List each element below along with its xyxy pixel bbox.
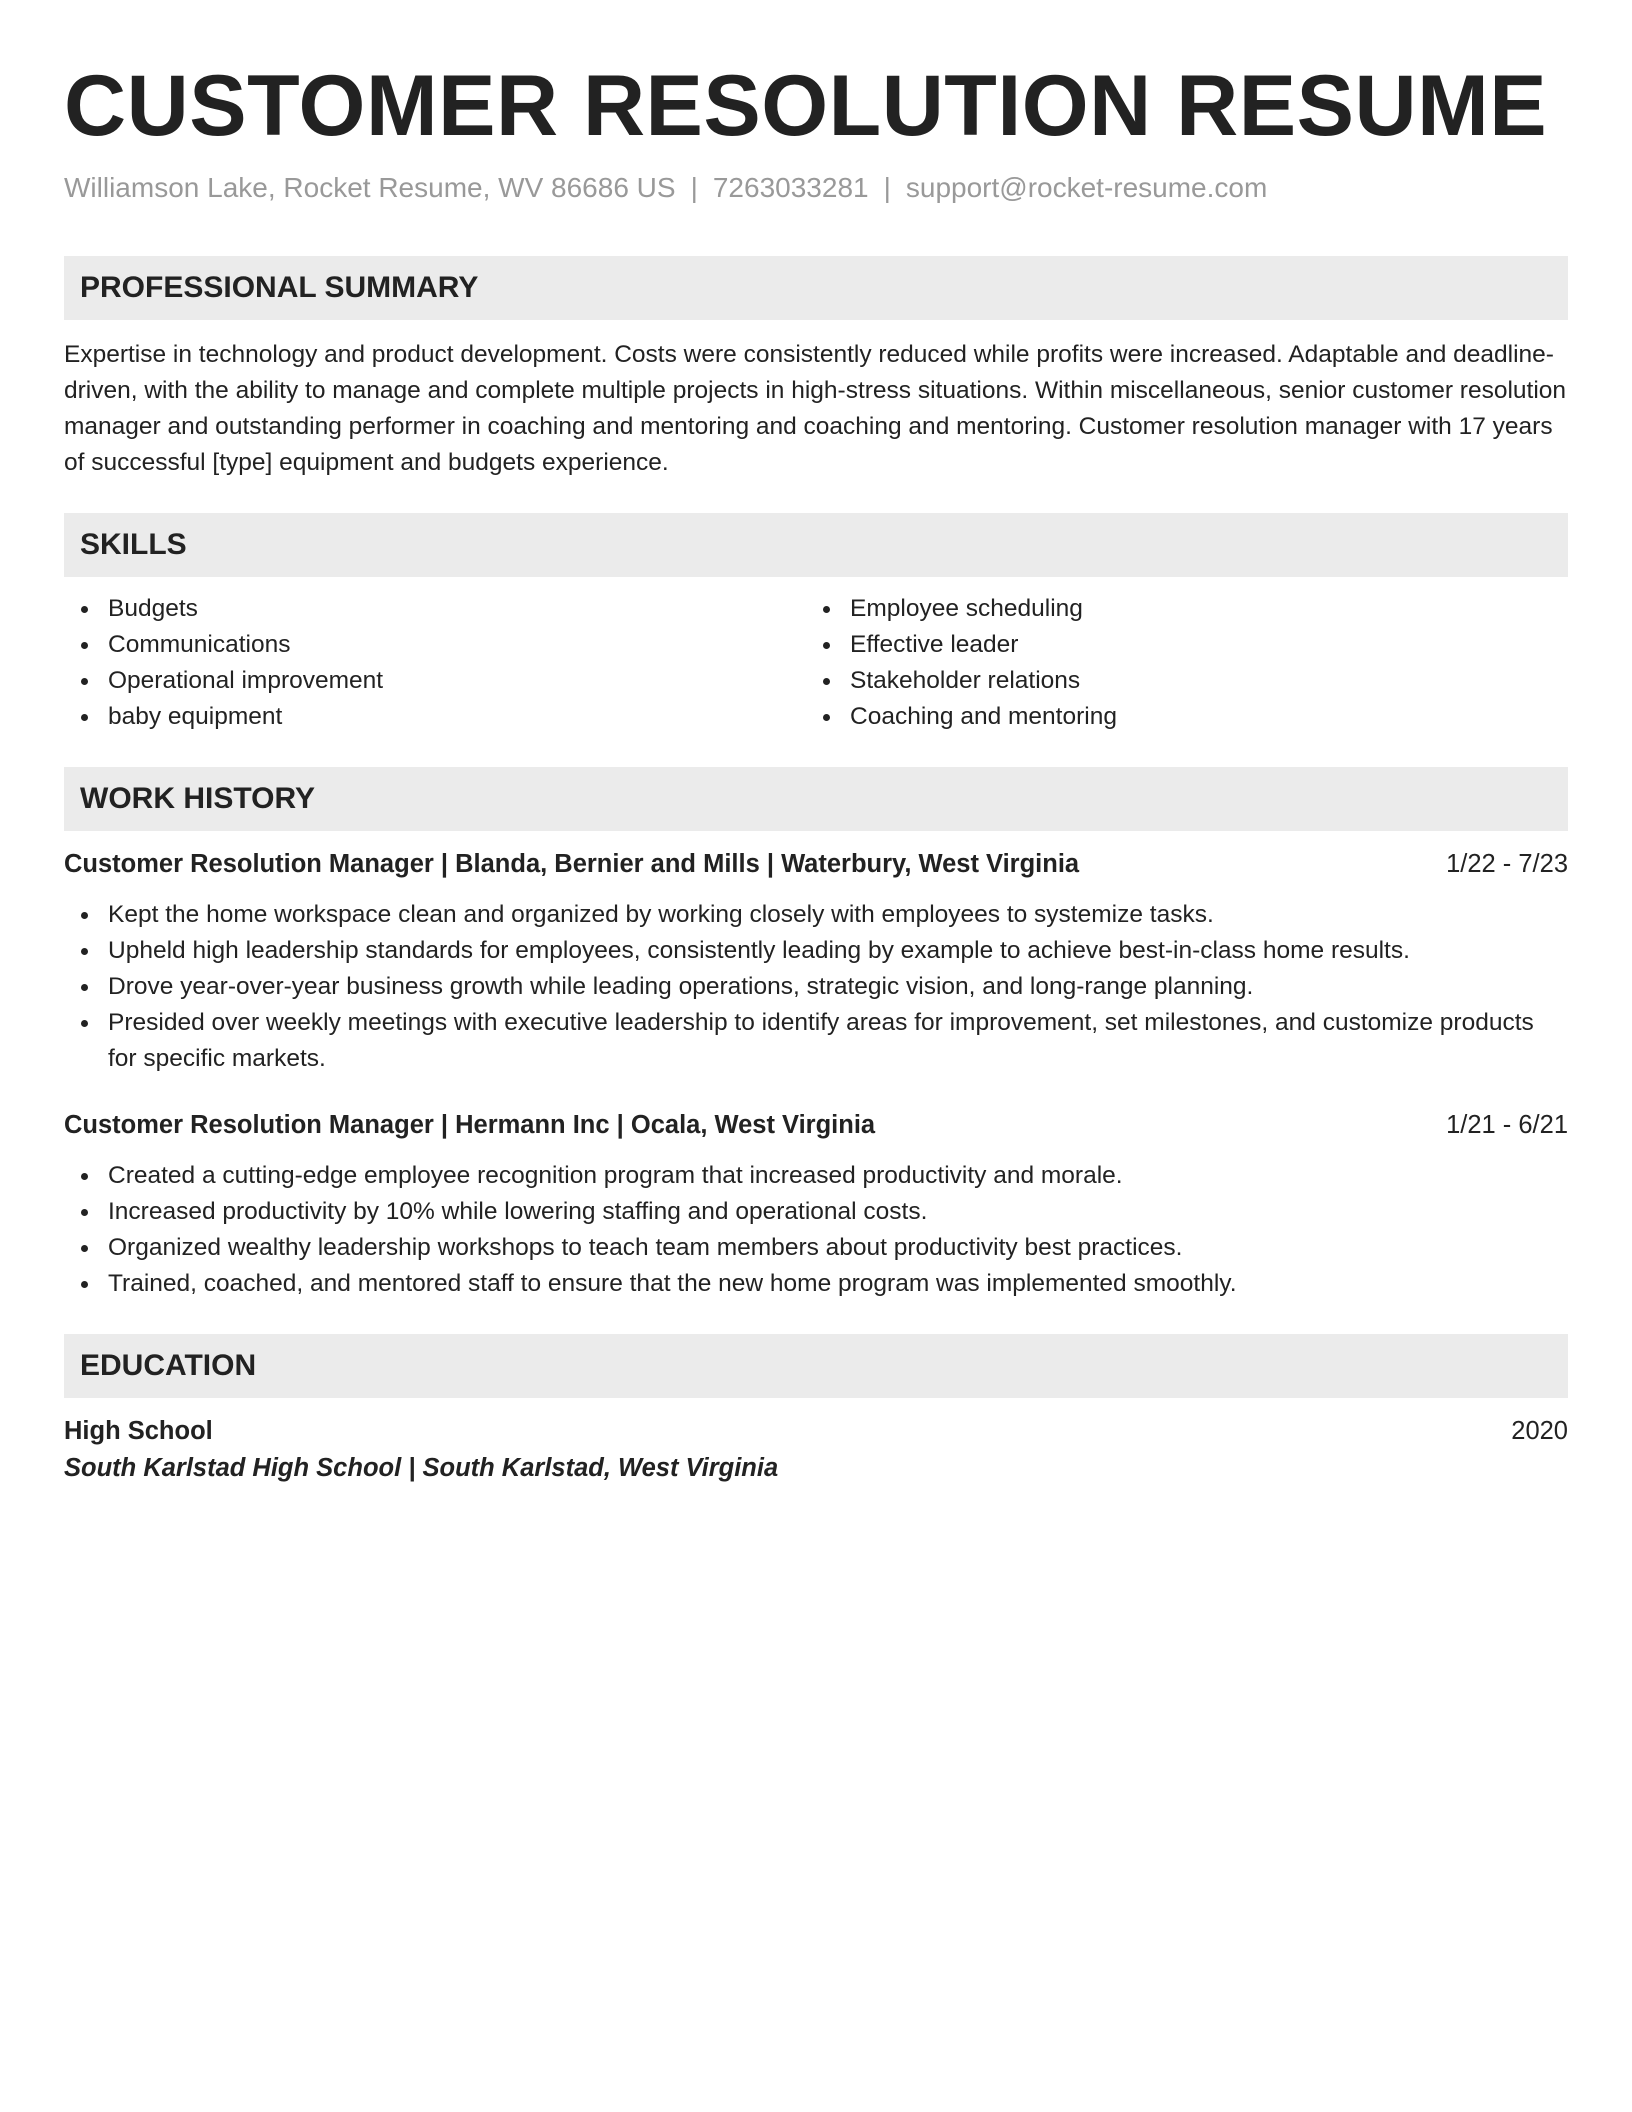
job-dates: 1/22 - 7/23: [1446, 850, 1568, 878]
education-section-header: EDUCATION: [64, 1334, 1568, 1398]
skills-list: [64, 591, 1568, 735]
skill-item: Employee scheduling: [806, 591, 1548, 627]
job-title: Customer Resolution Manager | Blanda, Bernier and Mills | Waterbury, West Virginia: [64, 850, 1080, 878]
job-header: [64, 1107, 1568, 1143]
job-bullet: Drove year-over-year business growth while leading operations, strategic vision, and long-range planning.: [64, 969, 1568, 1005]
job-header: [64, 846, 1568, 882]
job-bullet: Organized wealthy leadership workshops to teach team members about productivity best practices.: [64, 1230, 1568, 1266]
resume-title: CUSTOMER RESOLUTION RESUME: [64, 58, 1548, 154]
job-entry: [64, 846, 1568, 1077]
resume-page: [64, 0, 1568, 1487]
summary-text: Expertise in technology and product development. Costs were consistently reduced while profits were increased. Adaptable and deadline-driven, with the ability to manage and complete multiple projects in high-stress situations. Within miscellaneous, senior customer resolution manager and outstanding performer in coaching and mentoring and coaching and mentoring. Customer resolution manager with 17 years of successful [type] equipment and budgets experience.: [64, 341, 1567, 476]
skills-column-right: [806, 591, 1548, 735]
job-bullet: Created a cutting-edge employee recognition program that increased productivity and morale.: [64, 1158, 1568, 1194]
education-header: [64, 1413, 1568, 1449]
job-bullet: Trained, coached, and mentored staff to ensure that the new home program was implemented smoothly.: [64, 1266, 1568, 1302]
contact-phone: 7263033281: [712, 172, 869, 203]
job-dates: 1/21 - 6/21: [1446, 1111, 1568, 1139]
job-entry: [64, 1107, 1568, 1302]
contact-separator: |: [883, 172, 891, 203]
education-year: 2020: [1511, 1417, 1568, 1445]
summary-section-header: PROFESSIONAL SUMMARY: [64, 256, 1568, 320]
contact-email: support@rocket-resume.com: [905, 172, 1268, 203]
skill-item: baby equipment: [64, 699, 806, 735]
job-bullet: Presided over weekly meetings with executive leadership to identify areas for improvement, set milestones, and customize products for specific markets.: [64, 1005, 1568, 1077]
contact-address: Williamson Lake, Rocket Resume, WV 86686 US: [64, 172, 676, 203]
education-school: South Karlstad High School | South Karlstad, West Virginia: [64, 1454, 779, 1482]
education-degree: High School: [64, 1417, 213, 1445]
skill-item: Operational improvement: [64, 663, 806, 699]
job-bullet: Upheld high leadership standards for employees, consistently leading by example to achieve best-in-class home results.: [64, 933, 1568, 969]
job-bullets: [64, 1158, 1568, 1302]
job-title: Customer Resolution Manager | Hermann Inc | Ocala, West Virginia: [64, 1111, 876, 1139]
skills-section-header: SKILLS: [64, 513, 1568, 577]
skills-column-left: [64, 591, 806, 735]
skill-item: Stakeholder relations: [806, 663, 1548, 699]
contact-separator: |: [690, 172, 698, 203]
job-bullets: [64, 897, 1568, 1077]
contact-line: [64, 170, 1568, 206]
skill-item: Coaching and mentoring: [806, 699, 1548, 735]
job-bullet: Increased productivity by 10% while lowering staffing and operational costs.: [64, 1194, 1568, 1230]
skill-item: Effective leader: [806, 627, 1548, 663]
skill-item: Communications: [64, 627, 806, 663]
job-bullet: Kept the home workspace clean and organized by working closely with employees to systemize tasks.: [64, 897, 1568, 933]
skill-item: Budgets: [64, 591, 806, 627]
work-history-section-header: WORK HISTORY: [64, 767, 1568, 831]
